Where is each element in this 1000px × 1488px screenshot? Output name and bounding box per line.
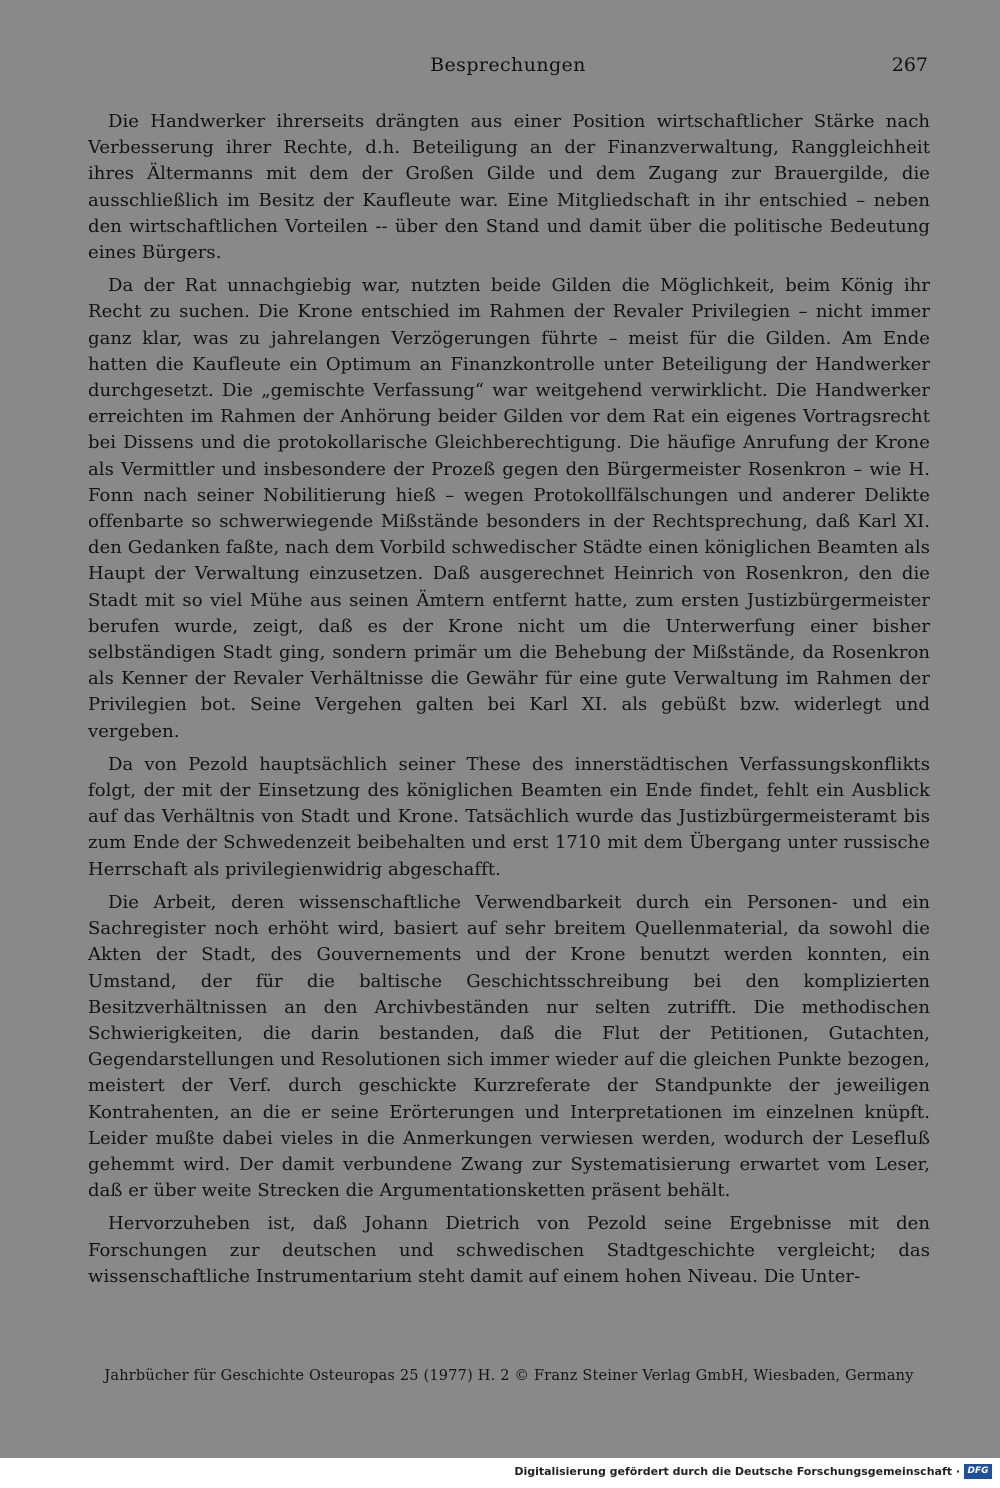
running-header xyxy=(88,54,928,88)
paragraph: Hervorzuheben ist, daß Johann Dietrich von Pezold seine Ergebnisse mit den Forschungen zur deutschen und schwedischen Stadtgeschichte vergleicht; das wissenschaftliche Instrumentarium steht damit auf einem hohen Niveau. Die Unter- xyxy=(88,1213,930,1287)
paragraph: Da von Pezold hauptsächlich seiner These des innerstädtischen Verfassungskonflikts folgt, der mit der Einsetzung des königlichen Beamten ein Ende findet, fehlt ein Ausblick auf das Verhältnis von Stadt und Krone. Tatsächlich wurde das Justizbürgermeisteramt bis zum Ende der Schwedenzeit beibehalten und erst 1710 mit dem Übergang unter russische Herrschaft als privilegienwidrig abgeschafft. xyxy=(88,753,930,880)
header-title: Besprechungen xyxy=(430,54,586,76)
funding-note: Digitalisierung gefördert durch die Deutsche Forschungsgemeinschaft · xyxy=(514,1465,960,1478)
journal-citation: Jahrbücher für Geschichte Osteuropas 25 (1977) H. 2 © Franz Steiner Verlag GmbH, Wiesbaden, Germany xyxy=(104,1368,914,1384)
paragraph: Da der Rat unnachgiebig war, nutzten beide Gilden die Möglichkeit, beim König ihr Recht zu suchen. Die Krone entschied im Rahmen der Revaler Privilegien – nicht immer ganz klar, was zu jahrelangen Verzögerungen führte – meist für die Gilden. Am Ende hatten die Kaufleute ein Optimum an Finanzkontrolle unter Beteiligung der Handwerker durchgesetzt. Die „gemischte Verfassung“ war weitgehend verwirklicht. Die Handwerker erreichten im Rahmen der Anhörung beider Gilden vor dem Rat ein eigenes Vortragsrecht bei Dissens und die protokollarische Gleichberechtigung. Die häufige Anrufung der Krone als Vermittler und insbesondere der Prozeß gegen den Bürgermeister Rosenkron – wie H. Fonn nach seiner Nobilitierung hieß – wegen Protokollfälschungen und anderer Delikte offenbarte so schwerwiegende Mißstände besonders in der Rechtsprechung, daß Karl XI. den Gedanken faßte, nach dem Vorbild schwedischer Städte einen königlichen Beamten als Haupt der Verwaltung einzusetzen. Daß ausgerechnet Heinrich von Rosenkron, den die Stadt mit so viel Mühe aus seinen Ämtern entfernt hatte, zum ersten Justizbürgermeister berufen wurde, zeigt, daß es der Krone nicht um die Unterwerfung einer bisher selbständigen Stadt ging, sondern primär um die Behebung der Mißstände, da Rosenkron als Kenner der Revaler Verhältnisse die Gewähr für eine gute Verwaltung im Rahmen der Privilegien bot. Seine Vergehen galten bei Karl XI. als gebüßt bzw. widerlegt und vergeben. xyxy=(88,275,930,742)
paragraph: Die Handwerker ihrerseits drängten aus einer Position wirtschaftlicher Stärke nach Verbesserung ihrer Rechte, d.h. Beteiligung an der Finanzverwaltung, Ranggleichheit ihres Ältermanns mit dem der Großen Gilde und dem Zugang zur Brauergilde, die ausschließlich im Besitz der Kaufleute war. Eine Mitgliedschaft in ihr entschied – neben den wirtschaftlichen Vorteilen -- über den Stand und damit über die politische Bedeutung eines Bürgers. xyxy=(88,111,930,264)
body-text xyxy=(88,109,930,1297)
dfg-logo-icon: DFG xyxy=(964,1464,992,1479)
digitization-strip xyxy=(0,1458,1000,1488)
paragraph: Die Arbeit, deren wissenschaftliche Verwendbarkeit durch ein Personen- und ein Sachregister noch erhöht wird, basiert auf sehr breitem Quellenmaterial, da sowohl die Akten der Stadt, des Gouvernements und der Krone benutzt werden konnten, ein Umstand, der für die baltische Geschichtsschreibung bei den komplizierten Besitzverhältnissen an den Archivbeständen nur selten zutrifft. Die methodischen Schwierigkeiten, die darin bestanden, daß die Flut der Petitionen, Gutachten, Gegendarstellungen und Resolutionen sich immer wieder auf die gleichen Punkte bezogen, meistert der Verf. durch geschickte Kurzreferate der Standpunkte der jeweiligen Kontrahenten, an die er seine Erörterungen und Interpretationen im einzelnen knüpft. Leider mußte dabei vieles in die Anmerkungen verwiesen werden, wodurch der Lesefluß gehemmt wird. Der damit verbundene Zwang zur Systematisierung erwartet vom Leser, daß er über weite Strecken die Argumentationsketten präsent behält. xyxy=(88,891,930,1202)
page-number: 267 xyxy=(891,54,928,76)
